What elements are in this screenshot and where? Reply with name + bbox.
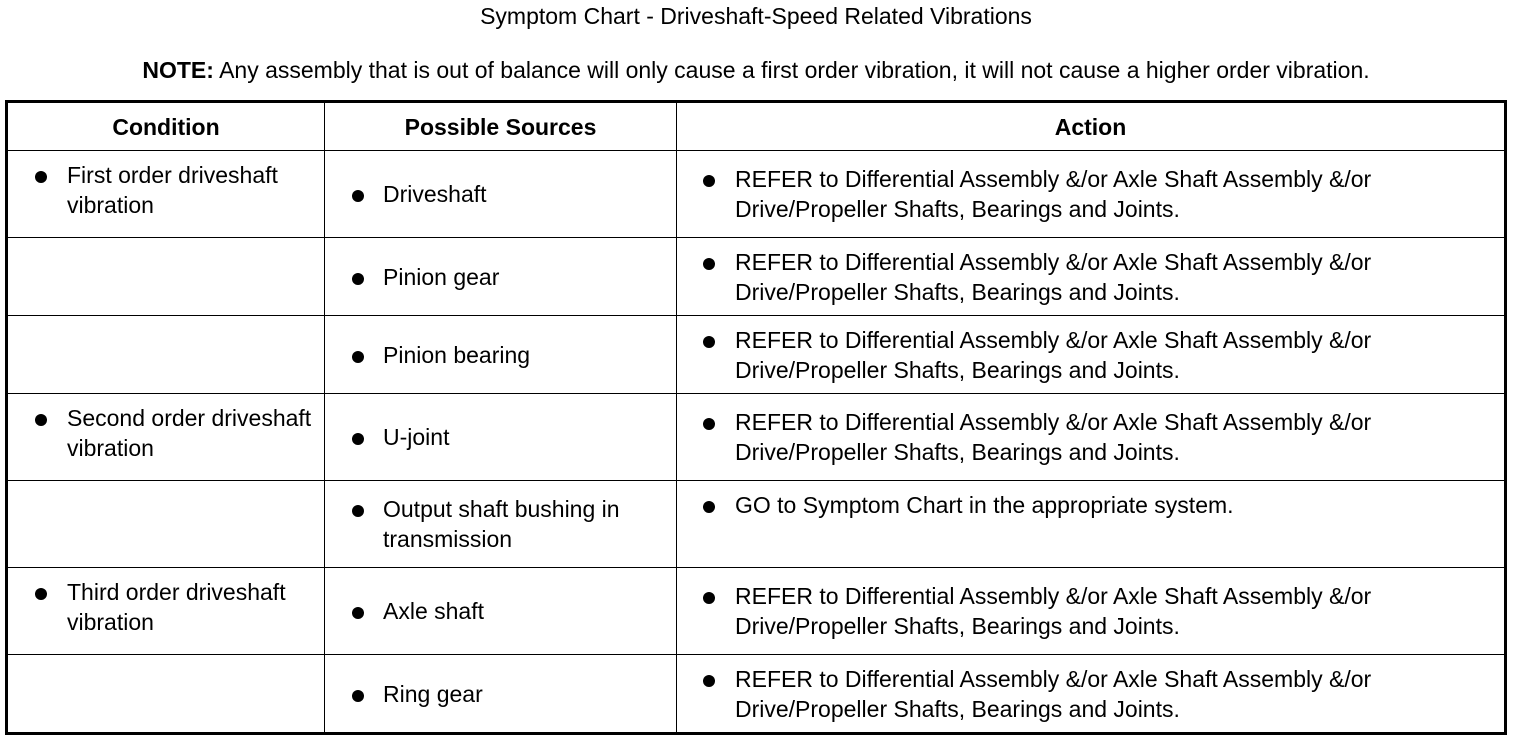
bullet-icon [352, 433, 364, 445]
header-possible-sources: Possible Sources [325, 102, 677, 151]
action-item [677, 407, 1504, 467]
source-item [325, 596, 676, 626]
source-item [325, 179, 676, 209]
page-title: Symptom Chart - Driveshaft-Speed Related Vibrations [480, 3, 1032, 29]
action-item [677, 490, 1504, 520]
note [0, 56, 1512, 84]
source-text: Driveshaft [383, 181, 487, 207]
action-text: REFER to Differential Assembly &/or Axle Shaft Assembly &/or Drive/Propeller Shafts, Bearings and Joints. [735, 326, 1372, 383]
note-text: Any assembly that is out of balance will only cause a first order vibration, it will not cause a higher order vibration. [219, 57, 1370, 83]
source-text: Pinion gear [383, 263, 500, 290]
action-item [677, 164, 1504, 224]
condition-cell [7, 316, 325, 394]
condition-text: Third order driveshaft vibration [67, 579, 286, 635]
condition-text: First order driveshaft vibration [67, 162, 278, 218]
condition-text: Second order driveshaft vibration [67, 405, 312, 461]
source-cell [325, 655, 677, 734]
action-text: REFER to Differential Assembly &/or Axle Shaft Assembly &/or Drive/Propeller Shafts, Bearings and Joints. [735, 583, 1372, 639]
action-text: REFER to Differential Assembly &/or Axle Shaft Assembly &/or Drive/Propeller Shafts, Bearings and Joints. [735, 248, 1372, 305]
action-item [677, 325, 1504, 385]
header-condition: Condition [7, 102, 325, 151]
condition-item [8, 577, 324, 637]
condition-item [8, 160, 324, 220]
source-cell [325, 481, 677, 568]
note-label: NOTE: [142, 57, 214, 83]
action-cell [677, 316, 1506, 394]
source-text: Output shaft bushing in transmission [383, 496, 620, 552]
source-item [325, 494, 676, 554]
condition-item [8, 403, 324, 463]
table-row [7, 655, 1506, 734]
source-cell [325, 394, 677, 481]
symptom-chart-table [5, 100, 1507, 735]
action-cell [677, 151, 1506, 238]
source-item [325, 422, 676, 452]
header-action: Action [677, 102, 1506, 151]
source-item [325, 340, 676, 370]
source-cell [325, 151, 677, 238]
action-item [677, 247, 1504, 307]
bullet-icon [352, 690, 364, 702]
bullet-icon [703, 418, 715, 430]
action-item [677, 664, 1504, 724]
table-row [7, 481, 1506, 568]
source-text: Axle shaft [383, 598, 484, 624]
bullet-icon [703, 258, 715, 270]
action-cell [677, 481, 1506, 568]
bullet-icon [703, 675, 715, 687]
source-cell [325, 568, 677, 655]
bullet-icon [703, 592, 715, 604]
table-row [7, 151, 1506, 238]
source-cell [325, 238, 677, 316]
table-row [7, 394, 1506, 481]
action-item [677, 581, 1504, 641]
bullet-icon [35, 588, 47, 600]
condition-cell [7, 151, 325, 238]
condition-cell [7, 481, 325, 568]
action-text: REFER to Differential Assembly &/or Axle Shaft Assembly &/or Drive/Propeller Shafts, Bearings and Joints. [735, 665, 1372, 722]
source-text: Ring gear [383, 680, 483, 707]
table-header-row [7, 102, 1506, 151]
bullet-icon [352, 505, 364, 517]
bullet-icon [352, 190, 364, 202]
table-row [7, 316, 1506, 394]
bullet-icon [703, 336, 715, 348]
condition-cell [7, 568, 325, 655]
table-row [7, 238, 1506, 316]
action-text: REFER to Differential Assembly &/or Axle Shaft Assembly &/or Drive/Propeller Shafts, Bearings and Joints. [735, 166, 1372, 222]
action-cell [677, 238, 1506, 316]
bullet-icon [352, 607, 364, 619]
condition-cell [7, 655, 325, 734]
source-item [325, 262, 676, 292]
source-text: Pinion bearing [383, 341, 531, 368]
condition-cell [7, 238, 325, 316]
bullet-icon [35, 414, 47, 426]
action-cell [677, 394, 1506, 481]
bullet-icon [703, 175, 715, 187]
action-text: REFER to Differential Assembly &/or Axle Shaft Assembly &/or Drive/Propeller Shafts, Bearings and Joints. [735, 409, 1372, 465]
bullet-icon [352, 273, 364, 285]
bullet-icon [352, 351, 364, 363]
source-text: U-joint [383, 424, 450, 450]
action-cell [677, 568, 1506, 655]
table-row [7, 568, 1506, 655]
condition-cell [7, 394, 325, 481]
action-cell [677, 655, 1506, 734]
bullet-icon [703, 501, 715, 513]
bullet-icon [35, 171, 47, 183]
action-text: GO to Symptom Chart in the appropriate system. [735, 492, 1234, 518]
source-item [325, 679, 676, 709]
source-cell [325, 316, 677, 394]
